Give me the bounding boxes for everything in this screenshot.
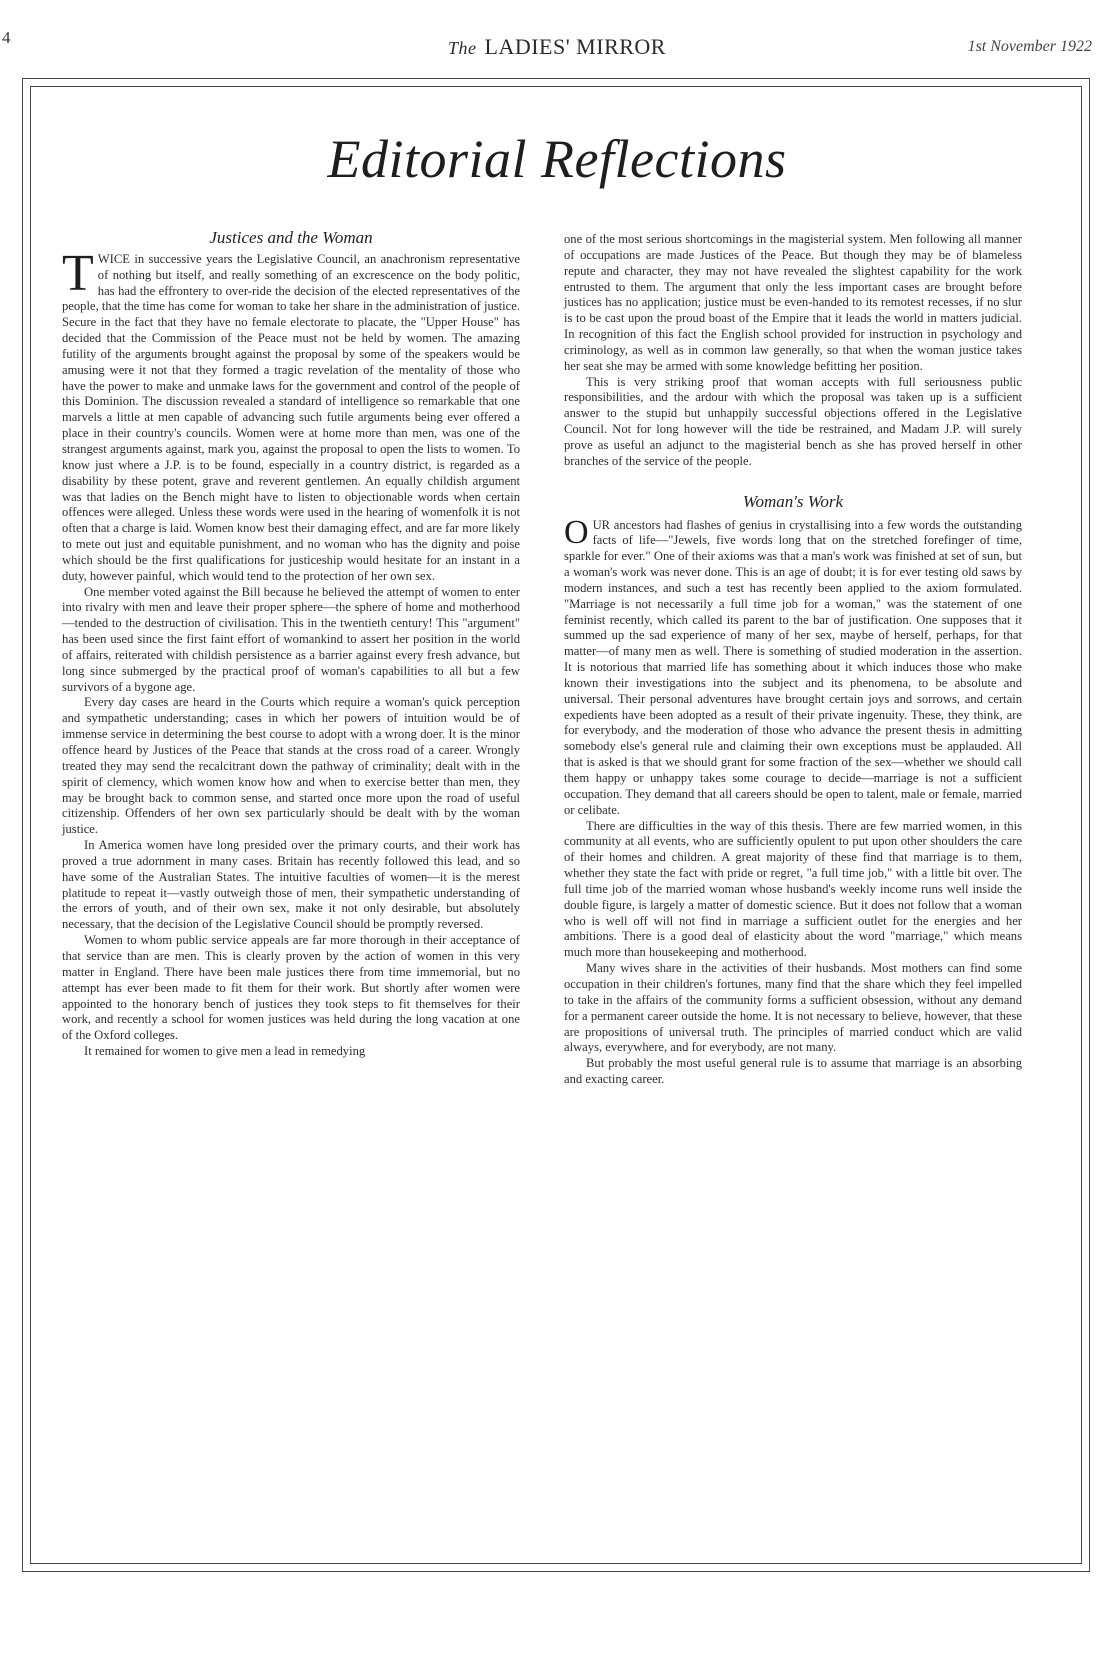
paragraph	[564, 513, 1022, 819]
paragraph-continued: one of the most serious shortcomings in the magisterial system. Men following all manner of occupations are made Justices of the Peace. But though they may be of blameless repute and character, they may not have revealed the slightest capability for the work entrusted to them. The argument that only the less important cases are brought before justices has no application; justice must be even-handed to its remotest recesses, if no slur is to be cast upon the proud boast of the Empire that it leads the world in matters judicial. In recognition of this fact the English school provided for instruction in psychology and criminology, as well as in common law generally, so that when the woman justice takes her seat she may be armed with some knowledge befitting her position.	[564, 232, 1022, 373]
issue-date: 1st November 1922	[967, 38, 1092, 55]
paragraph: But probably the most useful general rule is to assume that marriage is an absorbing and exacting career.	[564, 1056, 1022, 1087]
masthead-prefix: The	[448, 38, 477, 58]
lead-in: UR	[592, 517, 611, 532]
drop-cap: O	[564, 513, 589, 551]
masthead	[0, 34, 1114, 60]
drop-cap: T	[62, 244, 94, 302]
paragraph: Many wives share in the activities of their husbands. Most mothers can find some occupation in their children's fortunes, many find that the share which they feel impelled to take in the affairs of the community forms a sufficient obsession, without any demand for a permanent career outside the home. It is not necessary to believe, however, that these are propositions of universal truth. The principles of married conduct which are valid always, everywhere, and for everybody, are not many.	[564, 961, 1022, 1055]
section-heading-womans-work: Woman's Work	[742, 491, 844, 511]
lead-in: WICE	[97, 251, 130, 266]
paragraph: Every day cases are heard in the Courts which require a woman's quick perception and sympathetic understanding; cases in which her powers of intuition would be of immense service in determining the best course to adopt with a wrong doer. It is the minor offence heard by Justices of the Peace that stands at the cross road of a career. Wrongly treated they may send the recalcitrant down the pathway of criminality; dealt with in the spirit of clemency, which women know how and when to exercise better than men, they may be brought back to common sense, and started once more upon the road of useful citizenship. Offenders of her own sex particularly should be dealt with by the woman justice.	[62, 695, 520, 837]
section-heading-justices: Justices and the Woman	[209, 228, 373, 247]
paragraph: It remained for women to give men a lead in remedying	[84, 1044, 366, 1059]
masthead-title: LADIES' MIRROR	[484, 34, 666, 59]
paragraph: One member voted against the Bill because he believed the attempt of women to enter into rivalry with men and leave their proper sphere—the sphere of home and motherhood—tended to the destruction of civilisation. This in the twentieth century! This "argument" has been used since the first faint effort of womankind to assert her position in the world of affairs, reiterated with childish persistence as a barrier against every fresh advance, but long since submerged by the practical proof of woman's capabilities to all but a few survivors of a bygone age.	[62, 584, 520, 694]
paragraph: In America women have long presided over the primary courts, and their work has proved a true adornment in many cases. Britain has recently followed this lead, and so have some of the Australian States. The intuitive faculties of women—it is the merest platitude to repeat it—vastly outweigh those of men, their sympathetic understanding of the errors of youth, and of their own sex, make it not only desirable, but absolutely necessary, that the decision of the Legislative Council should be promptly reversed.	[62, 838, 520, 932]
column-left	[62, 230, 520, 1060]
paragraph: Women to whom public service appeals are far more thorough in their acceptance of that service than are men. This is clearly proven by the action of women in this very matter in England. There have been male justices there from time immemorial, but no attempt has ever been made to fit them for their work. But shortly after women were appointed to the honorary bench of justices they took steps to fit themselves for their work, and recently a school for women justices was held during the long vacation at one of the Oxford colleges.	[62, 933, 520, 1043]
page-number: 4	[2, 28, 11, 47]
paragraph: This is very striking proof that woman accepts with full seriousness public responsibilities, and the ardour with which the proposal was taken up is a sufficient answer to the stupid but unhappily successful objections offered in the Legislative Council. Not for long however will the tide be restrained, and Madam J.P. will surely prove as useful an adjunct to the magisterial bench as she has proved herself in other branches of the service of the people.	[564, 374, 1022, 468]
paragraph: There are difficulties in the way of this thesis. There are few married women, in this community at all events, who are sufficiently opulent to put upon other shoulders the care of their homes and children. A great majority of these find that marriage is to them, whether they state the fact with pride or regret, "a full time job," with a little bit over. The full time job of the married woman whose husband's weekly income runs well inside the double figure, is largely a matter of domestic science. But it does not follow that a woman who is well off will not find in marriage a sufficient outlet for the energies and her ambitions. There is a good deal of elasticity about the word "marriage," which means much more than housekeeping and motherhood.	[564, 818, 1022, 960]
column-right	[564, 232, 1022, 1088]
article-title: Editorial Reflections	[327, 129, 787, 189]
paragraph-text: ancestors had flashes of genius in crystallising into a few words the outstanding facts of life—"Jewels, five words long that on the stretched forefinger of time, sparkle for ever." One of their axioms was that a man's work was finished at set of sun, but a woman's work was never done. This is an age of doubt; it is for ever testing old saws by modern instances, and such a test has recently been applied to the axiom formulated. "Marriage is not necessarily a full time job for a woman," was the statement of one feminist recently, which called its parent to the bar of justification. One supposes that it summed up the sad experience of many of her sex, maybe of herself, perhaps, for that matter—of many men as well. There is something of studied moderation in the assertion. It is notorious that married life has something about it which induces those who make known their investigations into the subject and its phenomena, to be absolute and universal. Their personal adventures have brought certain joys and sorrows, and certain expedients have been adopted as a result of their private ingenuity. These, they think, are for everybody, and the moderation of those who advance the present thesis in admitting somebody else's general rule and claiming their own exceptions must be applauded. All that is asked is that we should grant for some fraction of the sex—whether we should call them happy or unhappy takes some courage to decide—marriage is not a sufficient occupation. They demand that all careers should be open to talent, male or female, married or celibate.	[564, 517, 1022, 817]
running-head	[0, 28, 1114, 68]
paragraph-text: in successive years the Legislative Council, an anachronism representative of nothing but itself, and really something of an excrescence on the body politic, has had the effrontery to over-ride the decision of the elected representatives of the people, that the time has come for woman to take her share in the administration of justice. Secure in the fact that they have no female electorate to placate, the "Upper House" has decided that the Commission of the Peace must not be held by women. The amazing futility of the arguments brought against the proposal by some of the speakers would be amusing were it not that they formed a tragic revelation of the mentality of those who have the power to make and unmake laws for the government and control of the people of this Dominion. The discussion revealed a standard of intelligence so remarkable that one marvels a little at men capable of advancing such futile arguments being ever offered a place in their country's councils. Women were at home more than men, was one of the strangest arguments against, mark you, against the proposal to open the lists to women. To know just where a J.P. is to be found, especially in a country district, is regarded as a disability by these potent, grave and reverent gentlemen. An equally childish argument was that ladies on the Bench might have to listen to objectionable words when certain offences were alleged. Unless these words were used in the hearing of womenfolk it is not often that a charge is laid. Women know best their damaging effect, and are far more likely to mete out just and equitable punishment, and no woman who has the dignity and poise which should be the first qualifications for justiceship would hesitate for an instant in a duty, however painful, which would tend to the protection of her own sex.	[62, 251, 520, 583]
paragraph	[62, 244, 520, 585]
